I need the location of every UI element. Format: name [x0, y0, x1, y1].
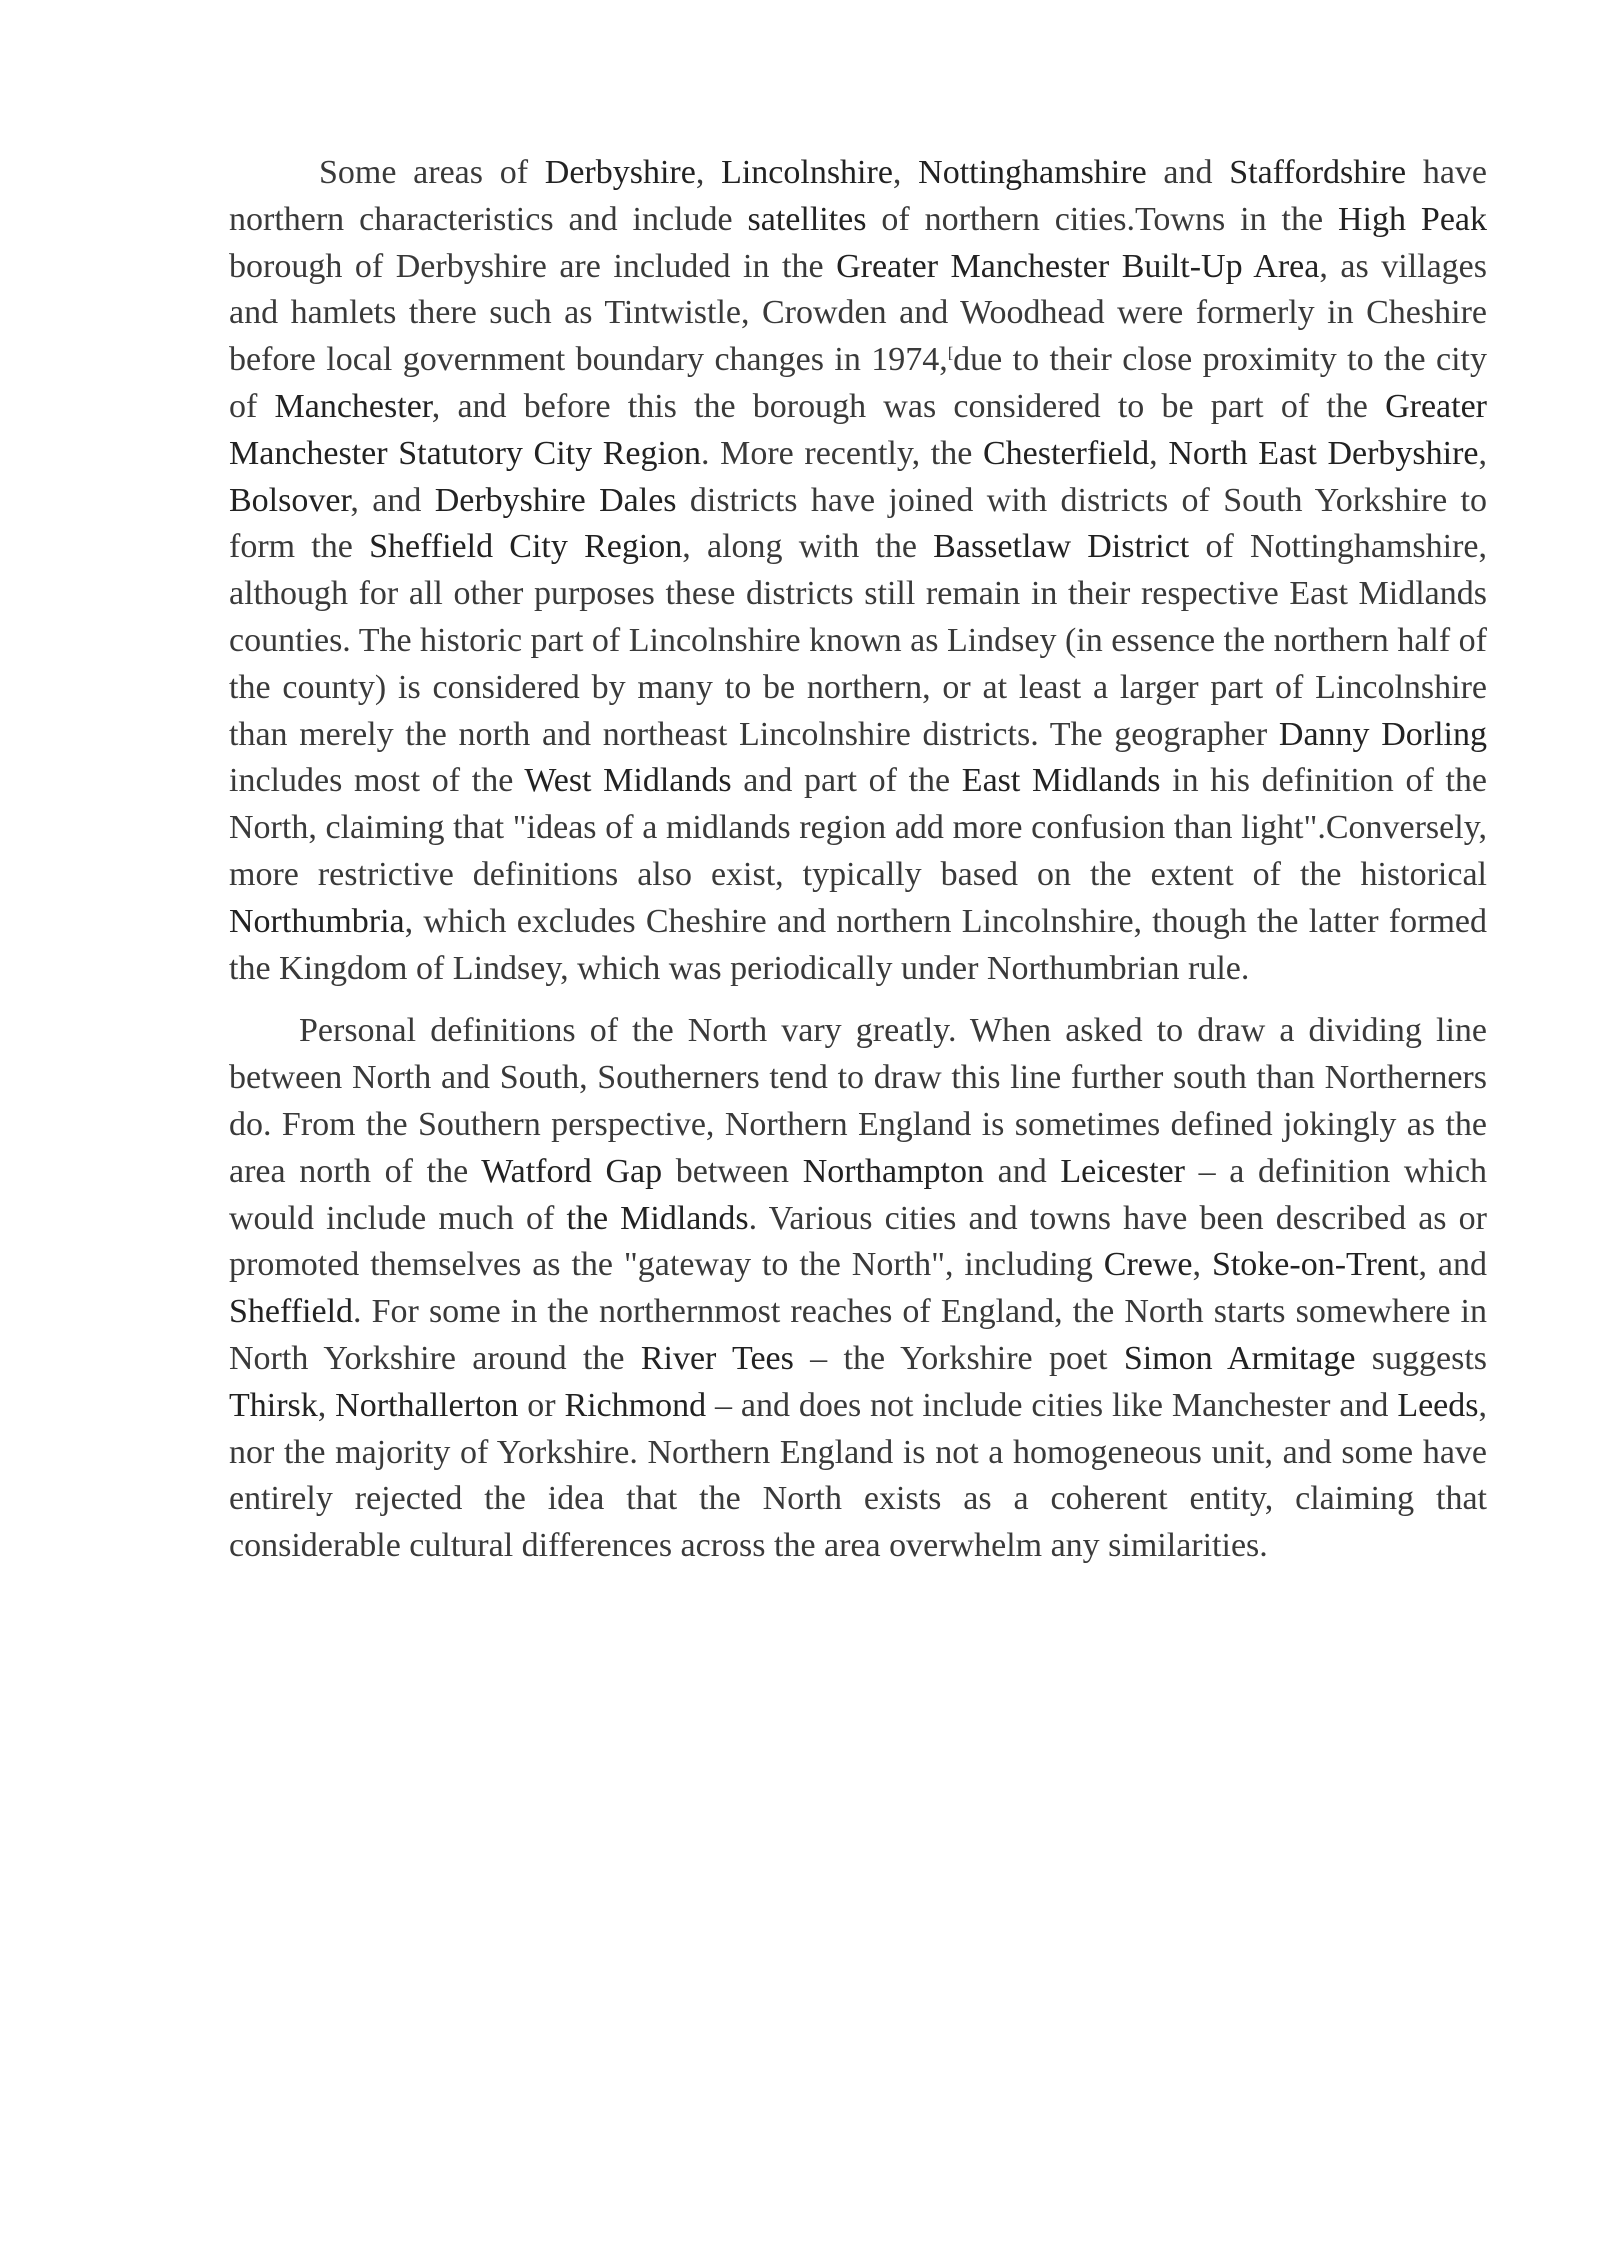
inline-link[interactable]: the Midlands — [566, 1199, 749, 1237]
inline-link[interactable]: Lincolnshire — [721, 154, 893, 191]
body-text: , — [1192, 1246, 1212, 1284]
inline-link[interactable]: Leeds — [1397, 1386, 1479, 1424]
inline-link[interactable]: River Tees — [640, 1339, 794, 1377]
body-text: of Nottinghamshire, although for all other purposes these districts still remain in their respective East Midlands counties. The historic part of Lincolnshire known as Lindsey (in essence the northern half of the county) is considered by many to be northern, or at least a larger part of Lincolnshire than merely the north and northeast Lincolnshire districts. The geographer — [229, 528, 1488, 753]
inline-link[interactable]: Staffordshire — [1229, 154, 1407, 191]
body-text: , and — [350, 481, 435, 519]
body-text: , and — [1418, 1246, 1487, 1284]
inline-link[interactable]: High Peak — [1337, 200, 1488, 238]
inline-link[interactable]: Northumbria — [229, 902, 405, 940]
inline-link[interactable]: East Midlands — [961, 762, 1161, 800]
inline-link[interactable]: West Midlands — [524, 762, 732, 800]
body-text: and part of the — [731, 762, 962, 800]
inline-link[interactable]: Watford Gap — [481, 1152, 663, 1190]
inline-link[interactable]: Derbyshire — [544, 154, 696, 191]
body-text: – the Yorkshire poet — [793, 1339, 1124, 1377]
inline-link[interactable]: Simon Armitage — [1123, 1339, 1356, 1377]
body-text: , — [1149, 434, 1169, 472]
body-text: , — [317, 1386, 336, 1424]
body-text: , — [1478, 434, 1488, 472]
inline-link[interactable]: Sheffield City Region — [369, 528, 683, 566]
inline-link[interactable]: Greater Manchester Built-Up Area — [836, 247, 1320, 285]
body-text: or — [518, 1386, 565, 1424]
body-text: . More recently, the — [700, 434, 983, 472]
inline-link[interactable]: Sheffield — [229, 1293, 354, 1331]
inline-link[interactable]: Northallerton — [335, 1386, 519, 1424]
body-text: Personal definitions of the North vary greatly. When asked to draw a dividing line between North and South, Southerners tend to draw this line further south than Northerners do. From the Southern perspective, Northern England is sometimes defined jokingly as the area north of the — [229, 1012, 1487, 1190]
inline-link[interactable]: Derbyshire Dales — [434, 481, 677, 519]
inline-link[interactable]: Bolsover — [229, 481, 351, 519]
inline-link[interactable]: Bassetlaw District — [933, 528, 1190, 566]
inline-link[interactable]: Nottinghamshire — [918, 154, 1147, 191]
inline-link[interactable]: Stoke-on-Trent — [1211, 1246, 1419, 1284]
inline-link[interactable]: Leicester — [1060, 1152, 1185, 1190]
body-text: and — [1146, 154, 1230, 191]
body-text: and — [984, 1152, 1061, 1190]
paragraph-2 — [229, 1008, 1487, 1570]
body-text: , and before this the borough was considered to be part of the — [431, 387, 1386, 425]
inline-link[interactable]: satellites — [747, 200, 867, 238]
body-text: . For some in the northernmost reaches of England, the North starts somewhere in North Yorkshire around the — [229, 1293, 1487, 1377]
body-text: suggests — [1355, 1339, 1487, 1377]
inline-link[interactable]: Richmond — [564, 1386, 707, 1424]
inline-link[interactable]: Northampton — [802, 1152, 984, 1190]
body-text: in his definition of the North, claiming that "ideas of a midlands region add more confusion than light".Conversely, more restrictive definitions also exist, typically based on the extent of the historical — [229, 762, 1487, 893]
body-text: . Various cities and towns have been described as or promoted themselves as the "gateway to the North", including — [229, 1199, 1487, 1284]
body-text: , — [892, 154, 919, 191]
body-text: between — [662, 1152, 803, 1190]
body-text: – and does not include cities like Manchester and — [706, 1386, 1398, 1424]
body-text: of northern cities.Towns in the — [866, 200, 1338, 238]
inline-link[interactable]: Crewe — [1103, 1246, 1193, 1284]
body-text: , — [695, 154, 722, 191]
inline-link[interactable]: North East Derbyshire — [1168, 434, 1479, 472]
body-text: , as villages and hamlets there such as Tintwistle, Crowden and Woodhead were formerly in Cheshire before local government boundary changes in 1974, — [229, 247, 1487, 379]
document-body — [229, 150, 1487, 1570]
body-text: includes most of the — [229, 762, 525, 800]
body-text: , which excludes Cheshire and northern Lincolnshire, though the latter formed the Kingdom of Lindsey, which was periodically under Northumbrian rule. — [229, 902, 1487, 987]
body-text: due to their close proximity to the city of — [229, 341, 1487, 425]
inline-link[interactable]: Manchester — [274, 387, 432, 425]
paragraph-1 — [229, 150, 1487, 992]
body-text: – a definition which would include much of — [229, 1152, 1487, 1237]
body-text: , nor the majority of Yorkshire. Northern England is not a homogeneous unit, and some have entirely rejected the idea that the North exists as a coherent entity, claiming that considerable cultural differences across the area overwhelm any similarities. — [229, 1386, 1487, 1565]
body-text: Some areas of — [319, 154, 545, 191]
body-text: borough of Derbyshire are included in the — [229, 247, 837, 285]
body-text: have northern characteristics and include — [229, 154, 1488, 238]
body-text: , along with the — [682, 528, 934, 566]
footnote-marker[interactable]: [ — [947, 345, 954, 363]
inline-link[interactable]: Danny Dorling — [1278, 715, 1487, 753]
inline-link[interactable]: Thirsk — [229, 1386, 318, 1424]
inline-link[interactable]: Greater Manchester Statutory City Region — [229, 387, 1487, 472]
inline-link[interactable]: Chesterfield — [983, 434, 1150, 472]
body-text: districts have joined with districts of South Yorkshire to form the — [229, 481, 1487, 566]
